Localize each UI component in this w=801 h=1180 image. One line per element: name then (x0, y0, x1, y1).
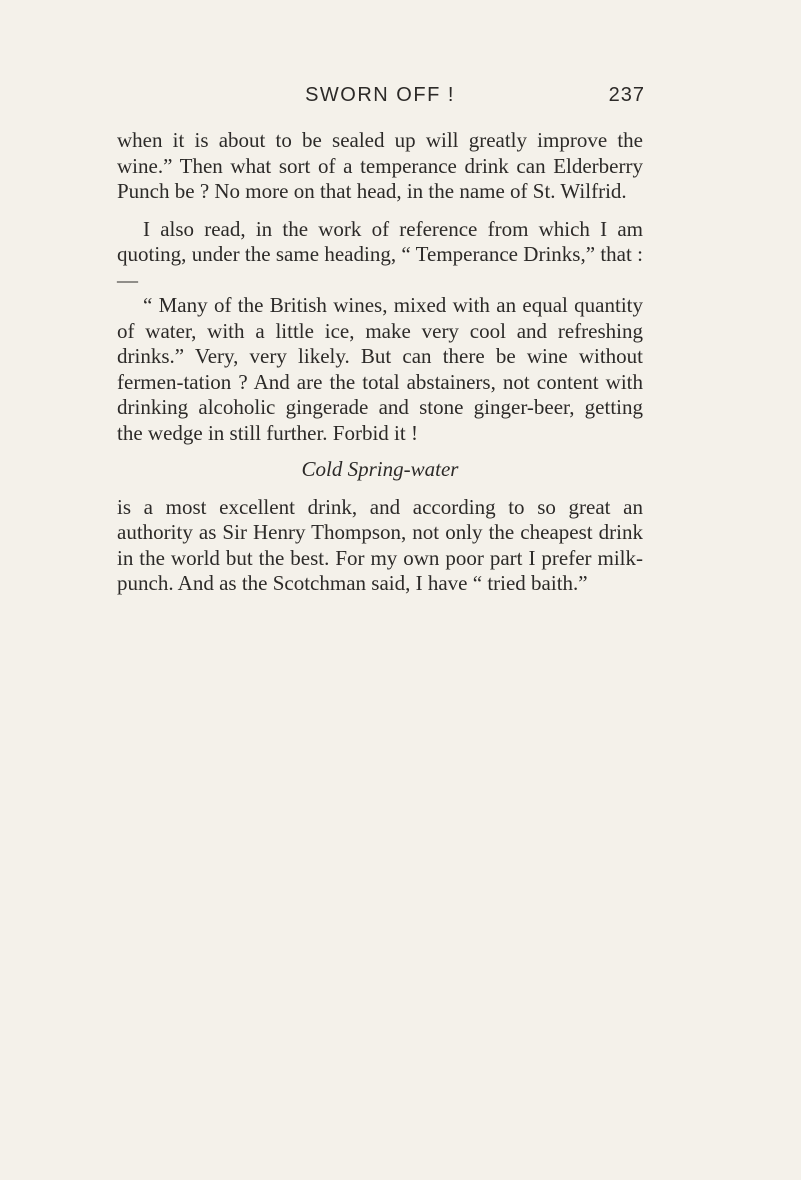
paragraph-closing: is a most excellent drink, and according to so great an authority as Sir Henry Thompson, not only the cheapest drink in the world but the best. For my own poor part I prefer milk-punch. And as the Scotchman said, I have “ tried baith.” (117, 494, 643, 595)
paragraph-quotation: “ Many of the British wines, mixed with an equal quantity of water, with a little ice, make very cool and refreshing drinks.” Very, very likely. But can there be wine without fermen-tation ? And are the total abstainers, not content with drinking alcoholic gingerade and stone ginger-beer, getting the wedge in still further. Forbid it ! (117, 293, 643, 445)
page-number: 237 (608, 84, 645, 106)
running-title: SWORN OFF ! (305, 84, 455, 106)
subheading: Cold Spring-water (301, 457, 459, 481)
body-text (117, 128, 643, 597)
paragraph-reference: I also read, in the work of reference from which I am quoting, under the same heading, “ Temperance Drinks,” that :— (117, 216, 643, 292)
running-head (117, 82, 643, 112)
paragraph-continuation: when it is about to be sealed up will greatly improve the wine.” Then what sort of a temperance drink can Elderberry Punch be ? No more on that head, in the name of St. Wilfrid. (117, 128, 643, 203)
